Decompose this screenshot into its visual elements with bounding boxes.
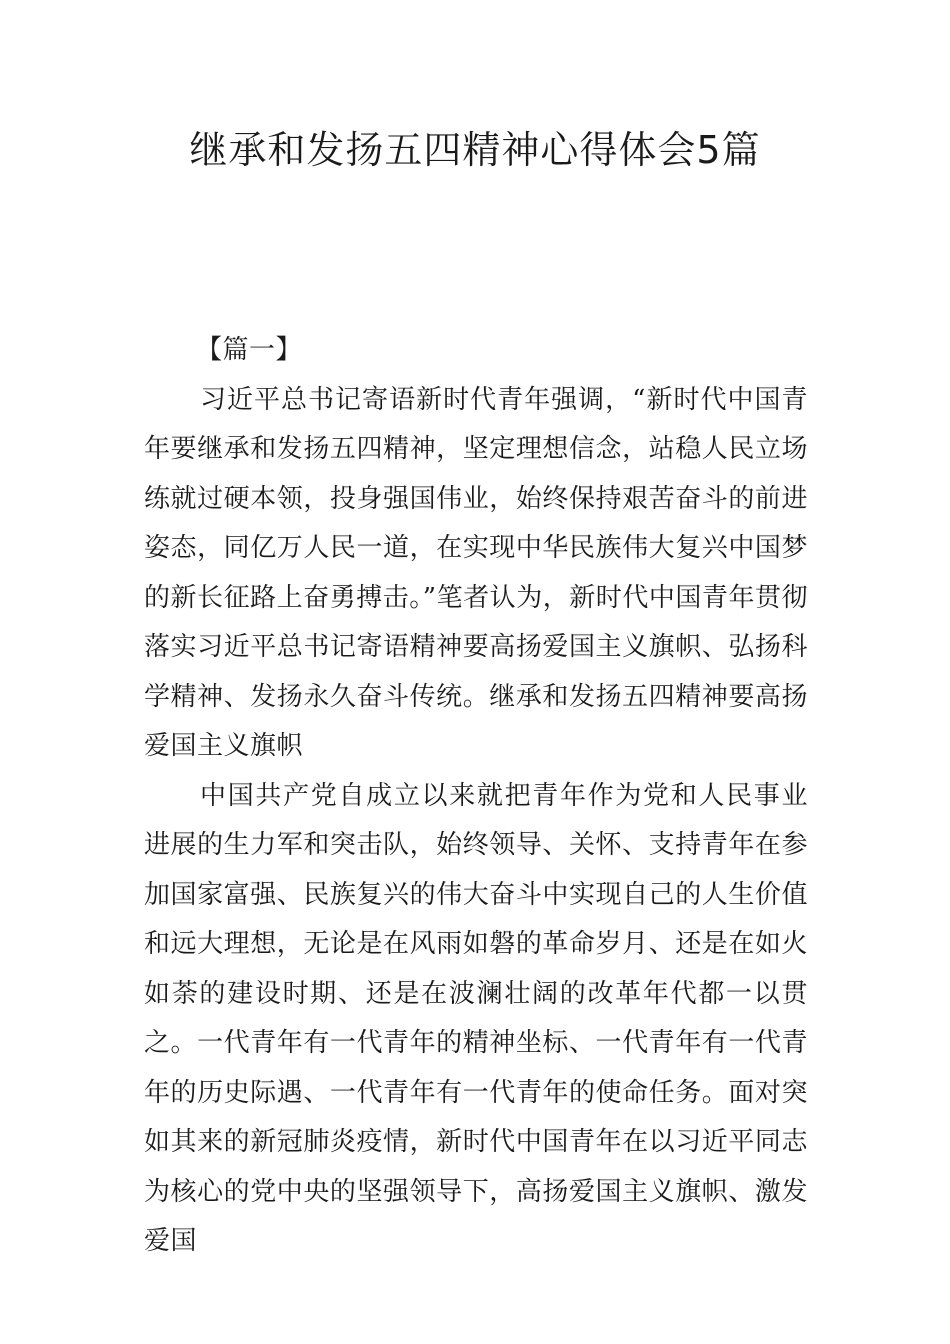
paragraph-2: 中国共产党自成立以来就把青年作为党和人民事业进展的生力军和突击队，始终领导、关怀、支持青年在参加国家富强、民族复兴的伟大奋斗中实现自己的人生价值和远大理想，无论是在风雨如磐的革命岁月、还是在如火如荼的建设时期、还是在波澜壮阔的改革年代都一以贯之。一代青年有一代青年的精神坐标、一代青年有一代青年的历史际遇、一代青年有一代青年的使命任务。面对突如其来的新冠肺炎疫情，新时代中国青年在以习近平同志为核心的党中央的坚强领导下，高扬爱国主义旗帜、激发爱国 bbox=[144, 780, 808, 1256]
section-label: 【篇一】 bbox=[196, 335, 303, 365]
document-body bbox=[144, 326, 808, 1267]
paragraph-1: 习近平总书记寄语新时代青年强调，“新时代中国青年要继承和发扬五四精神，坚定理想信念，站稳人民立场练就过硬本领，投身强国伟业，始终保持艰苦奋斗的前进姿态，同亿万人民一道，在实现中华民族伟大复兴中国梦的新长征路上奋勇搏击。”笔者认为，新时代中国青年贯彻落实习近平总书记寄语精神要高扬爱国主义旗帜、弘扬科学精神、发扬永久奋斗传统。继承和发扬五四精神要高扬爱国主义旗帜 bbox=[144, 384, 808, 761]
document-title: 继承和发扬五四精神心得体会5篇 bbox=[189, 128, 761, 172]
